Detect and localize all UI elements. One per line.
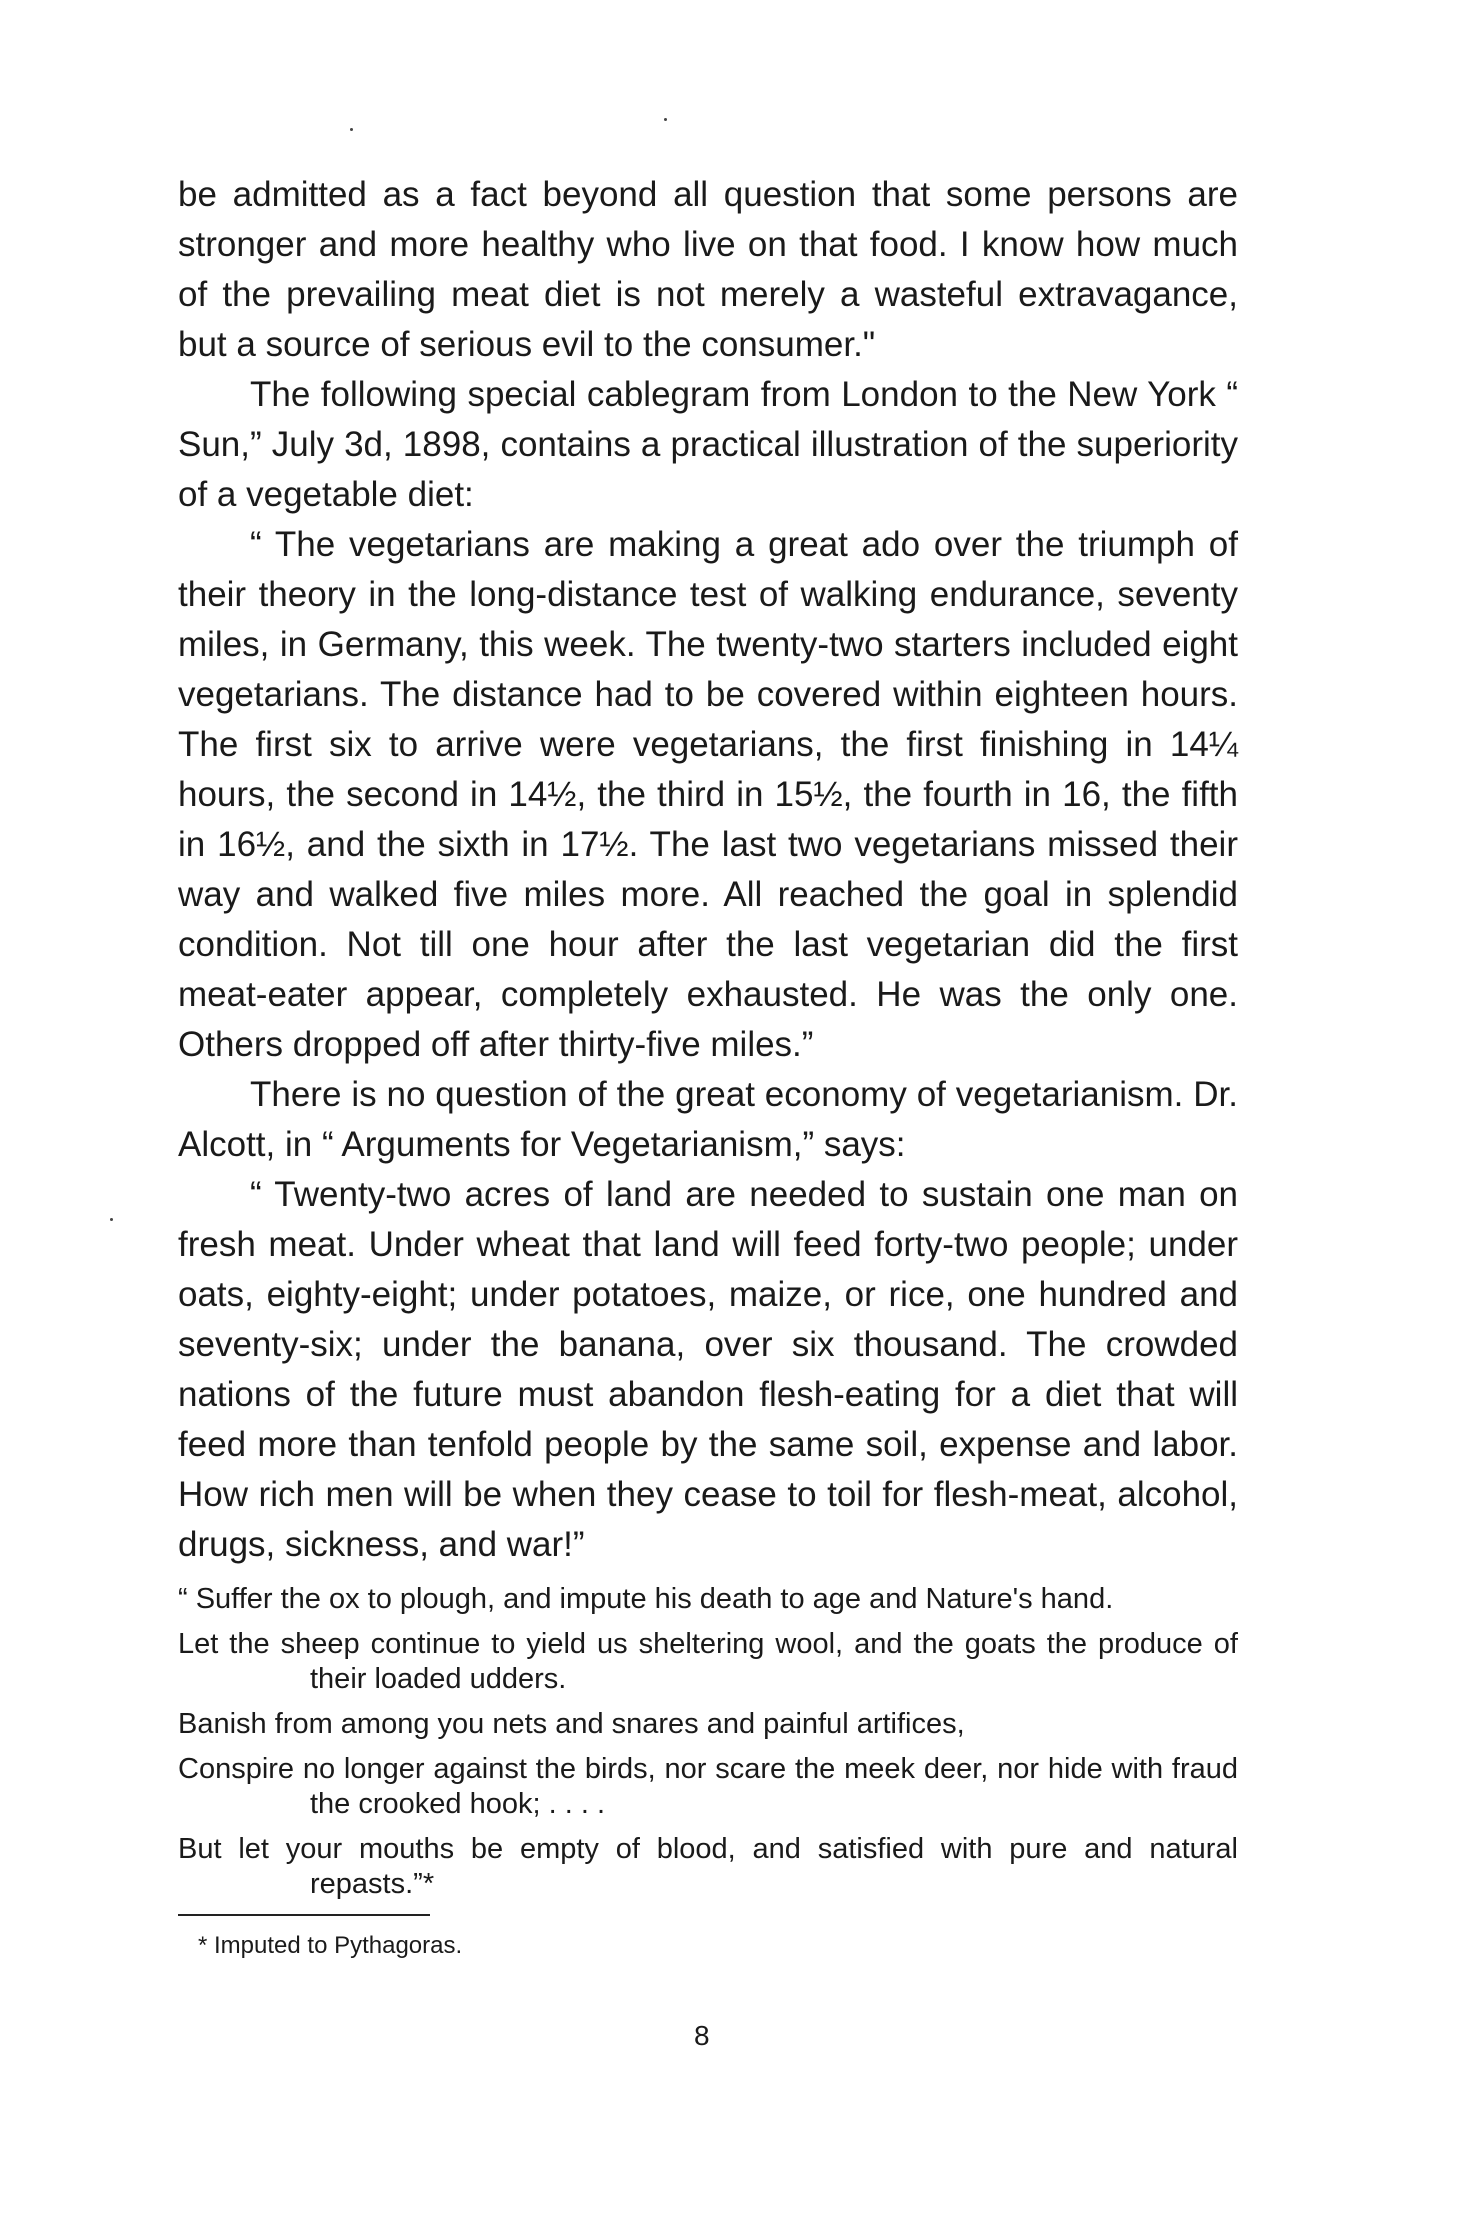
page-number: 8: [694, 2020, 710, 2051]
scan-speck: [110, 1218, 113, 1221]
page-body: [178, 170, 1238, 1962]
quote-vegetarian-race: “ The vegetarians are making a great ado over the triumph of their theory in the long-distance test of walking endurance, seventy miles, in Germany, this week. The twenty-two starters included eight vegetarians. The distance had to be covered within eighteen hours. The first six to arrive were vegetarians, the first finishing in 14¼ hours, the second in 14½, the third in 15½, the fourth in 16, the fifth in 16½, and the sixth in 17½. The last two vegetarians missed their way and walked five miles more. All reached the goal in splendid condition. Not till one hour after the last vegetarian did the first meat-eater appear, completely exhausted. He was the only one. Others dropped off after thirty-five miles.”: [178, 525, 1238, 1064]
quote-alcott: “ Twenty-two acres of land are needed to sustain one man on fresh meat. Under wheat that land will feed forty-two people; under oats, eighty-eight; under potatoes, maize, or rice, one hundred and seventy-six; under the banana, over six thousand. The crowded nations of the future must abandon flesh-eating for a diet that will feed more than tenfold people by the same soil, expense and labor. How rich men will be when they cease to toil for flesh-meat, alcohol, drugs, sickness, and war!”: [178, 1175, 1238, 1564]
scan-speck: [350, 128, 353, 131]
footnote: * Imputed to Pythagoras.: [198, 1932, 463, 1959]
scan-speck: [664, 118, 667, 121]
verse-block: [178, 1582, 1238, 1902]
verse-line: “ Suffer the ox to plough, and impute his death to age and Nature's hand.: [178, 1583, 1114, 1615]
verse-line: But let your mouths be empty of blood, and satisfied with pure and natural repasts.”*: [178, 1833, 1238, 1900]
verse-line: Let the sheep continue to yield us sheltering wool, and the goats the produce of their loaded udders.: [178, 1628, 1238, 1695]
paragraph-cablegram-intro: The following special cablegram from London to the New York “ Sun,” July 3d, 1898, contains a practical illustration of the superiority of a vegetable diet:: [178, 375, 1238, 514]
paragraph-economy: There is no question of the great economy of vegetarianism. Dr. Alcott, in “ Arguments for Vegetarianism,” says:: [178, 1075, 1238, 1164]
verse-line: Conspire no longer against the birds, nor scare the meek deer, nor hide with fraud the crooked hook; . . . .: [178, 1753, 1238, 1820]
verse-line: Banish from among you nets and snares and painful artifices,: [178, 1708, 965, 1740]
paragraph-continuation: be admitted as a fact beyond all question that some persons are stronger and more healthy who live on that food. I know how much of the prevailing meat diet is not merely a wasteful extravagance, but a source of serious evil to the consumer.": [178, 175, 1238, 364]
footnote-divider: [178, 1914, 430, 1916]
